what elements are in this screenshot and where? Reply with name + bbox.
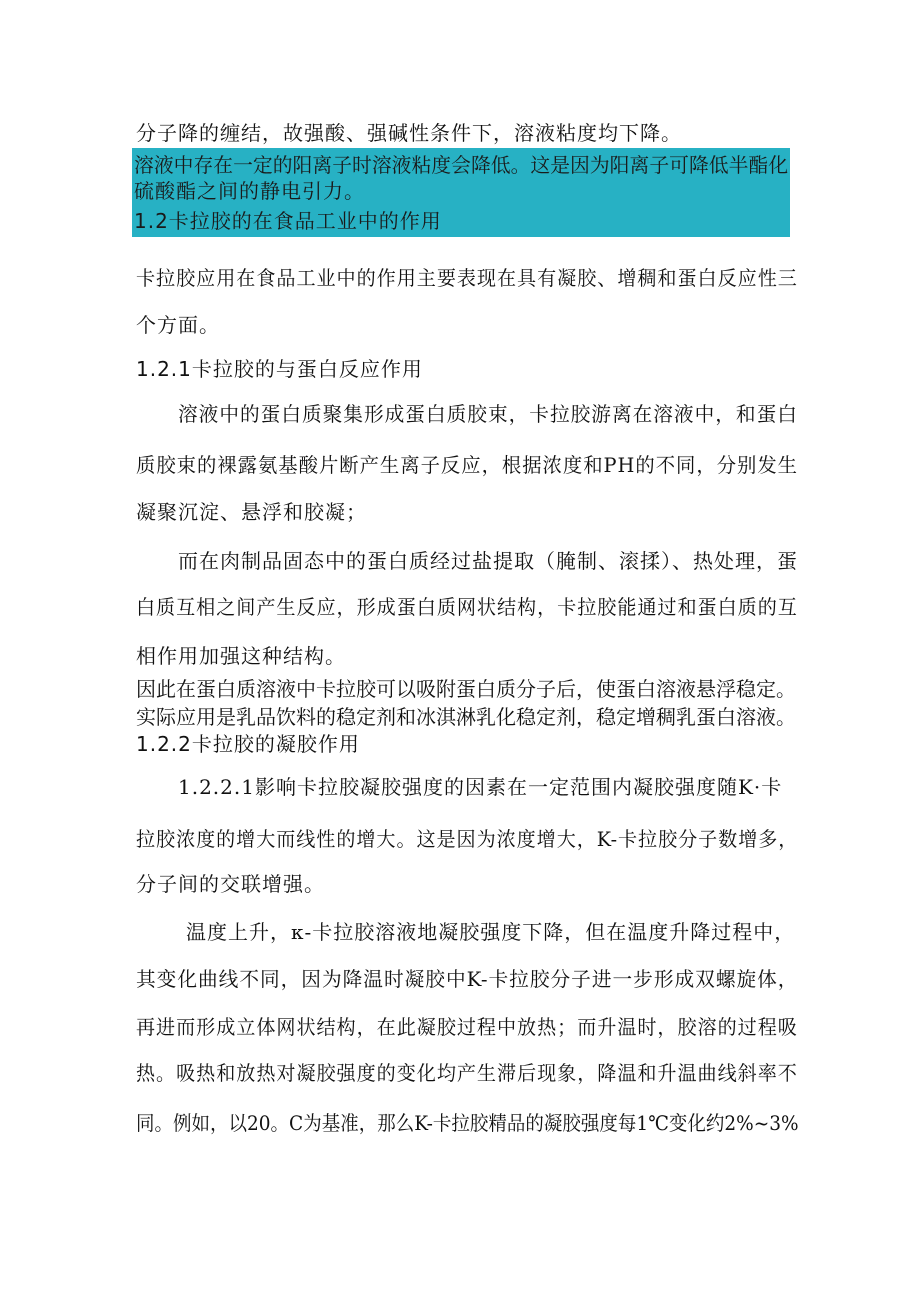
paragraph-line: 热。吸热和放热对凝胶强度的变化均产生滞后现象，降温和升温曲线斜率不 xyxy=(136,1061,798,1085)
section-heading-1-2-2: 1.2.2卡拉胶的凝胶作用 xyxy=(136,732,360,756)
paragraph-line: 1.2.2.1影响卡拉胶凝胶强度的因素在一定范围内凝胶强度随K·卡 xyxy=(178,775,783,799)
paragraph-line: 其变化曲线不同，因为降温时凝胶中K-卡拉胶分子进一步形成双螺旋体， xyxy=(136,967,799,991)
paragraph-line: 分子降的缠结，故强酸、强碱性条件下，溶液粘度均下降。 xyxy=(136,121,682,145)
paragraph-line: 同。例如，以20。C为基准，那么K-卡拉胶精品的凝胶强度每1℃变化约2%~3% xyxy=(136,1111,799,1135)
section-heading-1-2-1: 1.2.1卡拉胶的与蛋白反应作用 xyxy=(136,357,423,381)
paragraph-line: 白质互相之间产生反应，形成蛋白质网状结构，卡拉胶能通过和蛋白质的互 xyxy=(136,595,798,619)
paragraph-line: 实际应用是乳品饮料的稳定剂和冰淇淋乳化稳定剂，稳定增稠乳蛋白溶液。 xyxy=(136,705,796,729)
highlighted-text-line: 溶液中存在一定的阳离子时溶液粘度会降低。这是因为阳离子可降低半酯化 xyxy=(134,153,789,177)
section-heading-1-2: 1.2卡拉胶的在食品工业中的作用 xyxy=(134,209,442,233)
highlight-block xyxy=(132,148,790,237)
highlighted-text-line: 硫酸酯之间的静电引力。 xyxy=(134,179,365,203)
paragraph-line: 卡拉胶应用在食品工业中的作用主要表现在具有凝胶、增稠和蛋白反应性三 xyxy=(136,266,798,290)
paragraph-line: 凝聚沉淀、悬浮和胶凝； xyxy=(136,500,367,524)
paragraph-line: 质胶束的裸露氨基酸片断产生离子反应，根据浓度和PH的不同，分别发生 xyxy=(136,453,799,477)
paragraph-line: 因此在蛋白质溶液中卡拉胶可以吸附蛋白质分子后，使蛋白溶液悬浮稳定。 xyxy=(136,677,796,701)
paragraph-line: 而在肉制品固态中的蛋白质经过盐提取（腌制、滚揉）、热处理，蛋 xyxy=(178,549,798,573)
paragraph-line: 分子间的交联增强。 xyxy=(136,872,325,896)
paragraph-line: 相作用加强这种结构。 xyxy=(136,644,346,668)
paragraph-line: 再进而形成立体网状结构，在此凝胶过程中放热；而升温时，胶溶的过程吸 xyxy=(136,1015,798,1039)
paragraph-line: 溶液中的蛋白质聚集形成蛋白质胶束，卡拉胶游离在溶液中，和蛋白 xyxy=(178,402,798,426)
paragraph-line: 拉胶浓度的增大而线性的增大。这是因为浓度增大，K-卡拉胶分子数增多， xyxy=(136,827,799,851)
paragraph-line: 温度上升，κ-卡拉胶溶液地凝胶强度下降，但在温度升降过程中， xyxy=(186,920,796,944)
paragraph-line: 个方面。 xyxy=(136,313,220,337)
